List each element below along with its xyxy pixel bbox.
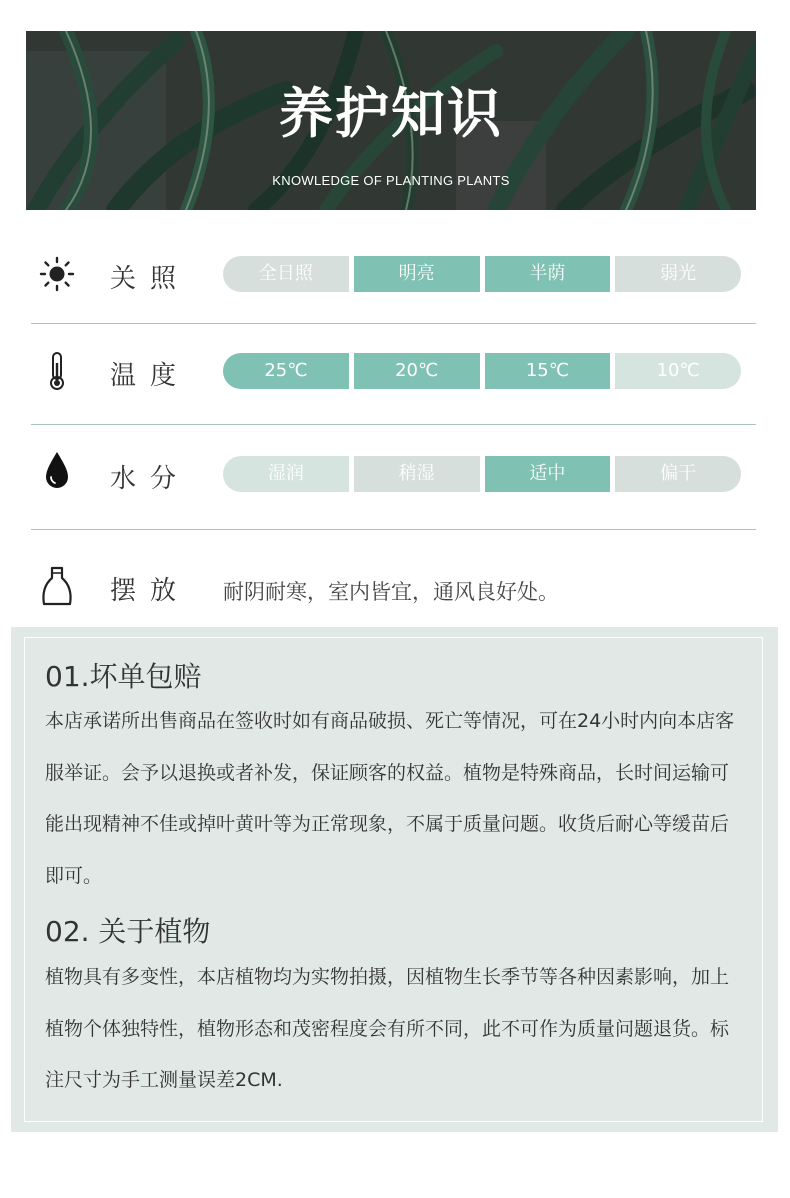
light-scale <box>223 256 741 292</box>
care-row-light <box>31 256 756 292</box>
light-option: 弱光 <box>615 256 741 292</box>
light-option: 明亮 <box>354 256 480 292</box>
divider <box>31 424 756 425</box>
care-row-temperature <box>31 353 756 389</box>
notice-body-2: 植物具有多变性，本店植物均为实物拍摄，因植物生长季节等各种因素影响，加上植物个体独特性，植物形态和茂密程度会有所不同，此不可作为质量问题退货。标注尺寸为手工测量误差2CM. <box>45 966 730 1091</box>
temperature-option: 10℃ <box>615 353 741 389</box>
divider <box>31 529 756 530</box>
placement-text: 耐阴耐寒，室内皆宜，通风良好处。 <box>223 580 559 604</box>
temperature-option: 15℃ <box>485 353 611 389</box>
water-scale <box>223 456 741 492</box>
water-option: 适中 <box>485 456 611 492</box>
temperature-label: 温度 <box>110 361 191 391</box>
water-drop-icon <box>39 450 75 490</box>
vase-icon <box>39 566 75 606</box>
hero-title: 养护知识 <box>279 81 503 145</box>
placement-label: 摆放 <box>110 576 191 606</box>
notice-frame <box>24 637 763 1122</box>
water-label: 水分 <box>110 464 191 494</box>
notice-panel <box>11 627 778 1132</box>
divider <box>31 323 756 324</box>
temperature-scale <box>223 353 741 389</box>
hero-subtitle: KNOWLEDGE OF PLANTING PLANTS <box>272 173 510 188</box>
notice-heading-2: 02. 关于植物 <box>45 915 211 948</box>
hero-banner <box>26 31 756 210</box>
thermometer-icon <box>39 351 75 391</box>
light-label: 关照 <box>110 264 191 294</box>
notice-heading-1: 01.坏单包赔 <box>45 660 202 693</box>
temperature-option: 20℃ <box>354 353 480 389</box>
light-option: 全日照 <box>223 256 349 292</box>
sun-icon <box>39 256 75 296</box>
care-row-water <box>31 456 756 492</box>
water-option: 稍湿 <box>354 456 480 492</box>
notice-body-1: 本店承诺所出售商品在签收时如有商品破损、死亡等情况，可在24小时内向本店客服举证。会予以退换或者补发，保证顾客的权益。植物是特殊商品，长时间运输可能出现精神不佳或掉叶黄叶等为正常现象，不属于质量问题。收货后耐心等缓苗后即可。 <box>45 710 735 887</box>
water-option: 偏干 <box>615 456 741 492</box>
temperature-option: 25℃ <box>223 353 349 389</box>
light-option: 半荫 <box>485 256 611 292</box>
water-option: 湿润 <box>223 456 349 492</box>
